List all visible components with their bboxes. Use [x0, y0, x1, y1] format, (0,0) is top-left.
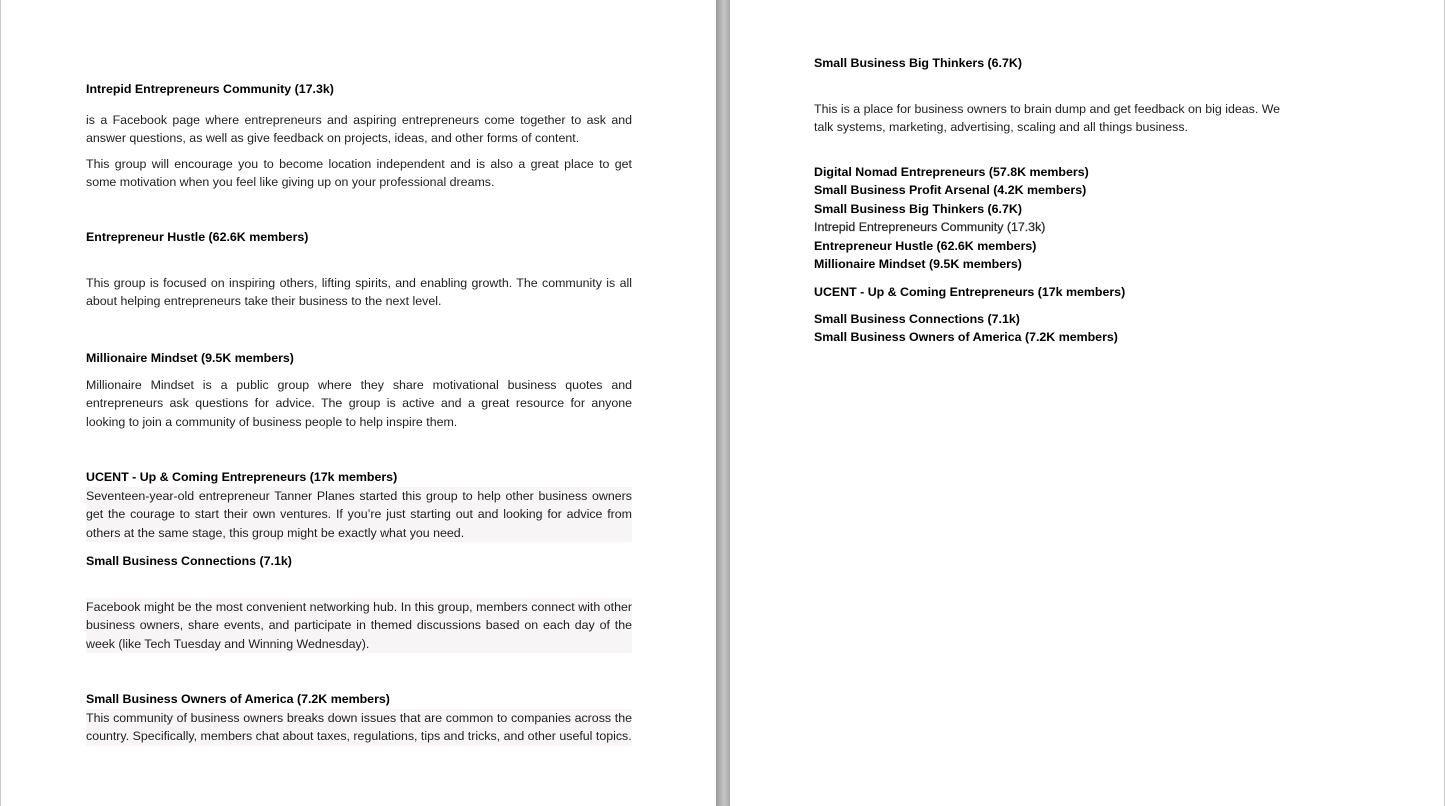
group-list [814, 310, 1414, 347]
section-heading-small-business-connections: Small Business Connections (7.1k) [86, 554, 292, 568]
section-paragraph: This group will encourage you to become location independent and is also a great place to get some motivation when you feel like giving up on your professional dreams. [86, 157, 632, 190]
section-heading-intrepid: Intrepid Entrepreneurs Community (17.3k) [86, 82, 334, 96]
section-paragraph: This community of business owners breaks down issues that are common to companies across the country. Specifically, members chat about taxes, regulations, tips and tricks, and other useful topics. [86, 709, 632, 746]
section-paragraph: This group is focused on inspiring others, lifting spirits, and enabling growth. The community is all about helping entrepreneurs take their business to the next level. [86, 276, 632, 309]
list-item: Millionaire Mindset (9.5K members) [814, 257, 1022, 272]
section-paragraph: This is a place for business owners to brain dump and get feedback on big ideas. We talk systems, marketing, advertising, scaling and all things business. [814, 102, 1281, 135]
page-gutter [716, 0, 730, 806]
section-paragraph: Facebook might be the most convenient networking hub. In this group, members connect with other business owners, share events, and participate in themed discussions based on each day of the week (like Tech Tuesday and Winning Wednesday). [86, 598, 632, 653]
list-item: Small Business Profit Arsenal (4.2K members) [814, 183, 1087, 198]
section-paragraph: Millionaire Mindset is a public group where they share motivational business quotes and entrepreneurs ask questions for advice. The group is active and a great resource for anyone looking to join a community of business people to help inspire them. [86, 378, 632, 429]
list-item: UCENT - Up & Coming Entrepreneurs (17k members) [814, 285, 1126, 299]
list-item: Small Business Owners of America (7.2K members) [814, 330, 1118, 345]
list-item: Entrepreneur Hustle (62.6K members) [814, 238, 1037, 253]
document-page-right [730, 0, 1445, 806]
list-item: Small Business Big Thinkers (6.7K) [814, 201, 1022, 216]
group-list [814, 283, 1414, 301]
section-heading-entrepreneur-hustle: Entrepreneur Hustle (62.6K members) [86, 230, 309, 244]
list-item: Digital Nomad Entrepreneurs (57.8K members) [814, 165, 1089, 179]
section-heading-small-business-owners: Small Business Owners of America (7.2K members) [86, 692, 390, 706]
section-paragraph: is a Facebook page where entrepreneurs and aspiring entrepreneurs come together to ask and answer questions, as well as give feedback on projects, ideas, and other forms of content. [86, 113, 632, 146]
group-list [814, 163, 1414, 273]
section-paragraph: Seventeen-year-old entrepreneur Tanner Planes started this group to help other business owners get the courage to start their own ventures. If you’re just starting out and looking for advice from others at the same stage, this group might be exactly what you need. [86, 487, 632, 542]
section-heading-millionaire-mindset: Millionaire Mindset (9.5K members) [86, 351, 294, 365]
list-item: Small Business Connections (7.1k) [814, 312, 1020, 326]
document-page-left [0, 0, 716, 806]
section-heading-ucent: UCENT - Up & Coming Entrepreneurs (17k members) [86, 470, 398, 484]
section-heading-big-thinkers: Small Business Big Thinkers (6.7K) [814, 56, 1022, 70]
list-item: Intrepid Entrepreneurs Community (17.3k) [814, 220, 1046, 235]
